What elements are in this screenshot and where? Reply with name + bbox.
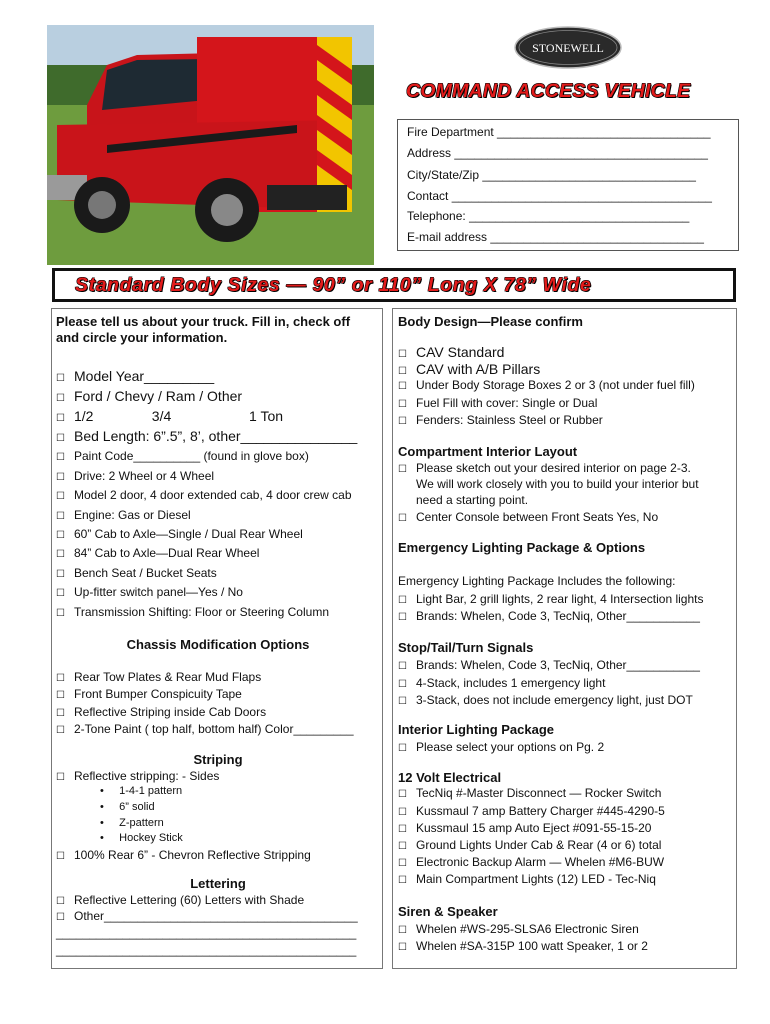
checkbox-icon[interactable]: ☐ [398,875,407,886]
volt-option[interactable]: ☐ Main Compartment Lights (12) LED - Tec-Niq [398,872,656,886]
chassis-option[interactable]: ☐ Rear Tow Plates & Rear Mud Flaps [56,670,262,684]
checkbox-icon[interactable]: ☐ [56,491,65,502]
checkbox-icon[interactable]: ☐ [398,942,407,953]
checkbox-icon[interactable]: ☐ [398,366,407,377]
emergency-option[interactable]: ☐ Brands: Whelen, Code 3, TecNiq, Other___________ [398,609,700,623]
striping-bullet: • 1-4-1 pattern [100,785,183,797]
checkbox-icon[interactable]: ☐ [56,673,65,684]
volt-option[interactable]: ☐ Kussmaul 7 amp Battery Charger #445-4290-5 [398,804,665,818]
striping-bullet: • Hockey Stick [100,832,183,844]
volt-option[interactable]: ☐ Electronic Backup Alarm — Whelen #M6-BUW [398,855,665,869]
checkbox-icon[interactable]: ☐ [398,824,407,835]
siren-option[interactable]: ☐ Whelen #SA-315P 100 watt Speaker, 1 or 2 [398,939,648,953]
striping-heading: Striping [193,752,243,767]
compartment-option-line: need a starting point. [416,493,529,507]
checkbox-icon[interactable]: ☐ [56,588,65,599]
banner-text: Standard Body Sizes — 90” or 110” Long X 78” Wide [75,274,592,296]
checkbox-icon[interactable]: ☐ [398,925,407,936]
volt-option[interactable]: ☐ TecNiq #-Master Disconnect — Rocker Switch [398,786,662,800]
checkbox-icon[interactable]: ☐ [398,789,407,800]
checkbox-icon[interactable]: ☐ [56,725,65,736]
checkbox-icon[interactable]: ☐ [56,433,65,444]
checkbox-icon[interactable]: ☐ [398,349,407,360]
contact-field[interactable]: Contact _______________________________________ [407,189,712,203]
checkbox-icon[interactable]: ☐ [56,511,65,522]
lettering-heading: Lettering [190,876,246,891]
checkbox-icon[interactable]: ☐ [398,399,407,410]
checkbox-icon[interactable]: ☐ [56,413,65,424]
checkbox-icon[interactable]: ☐ [56,472,65,483]
blank-line[interactable]: _____________________________________________ [56,943,357,957]
siren-option[interactable]: ☐ Whelen #WS-295-SLSA6 Electronic Siren [398,922,639,936]
intro-line-2: and circle your information. [56,330,228,345]
checkbox-icon[interactable]: ☐ [398,381,407,392]
body-design-heading: Body Design—Please confirm [398,314,583,329]
fire-department-field[interactable]: Fire Department ________________________________ [407,125,711,139]
truck-option[interactable]: ☐ Bench Seat / Bucket Seats [56,566,217,580]
checkbox-icon[interactable]: ☐ [398,416,407,427]
checkbox-icon[interactable]: ☐ [56,530,65,541]
truck-option[interactable]: ☐ 60” Cab to Axle—Single / Dual Rear Wheel [56,527,303,541]
stop-tail-heading: Stop/Tail/Turn Signals [398,640,534,655]
body-size-banner [52,268,736,302]
checkbox-icon[interactable]: ☐ [398,679,407,690]
checkbox-icon[interactable]: ☐ [56,549,65,560]
truck-option[interactable]: ☐ Model 2 door, 4 door extended cab, 4 door crew cab [56,488,352,502]
truck-option[interactable]: ☐ 84” Cab to Axle—Dual Rear Wheel [56,546,260,560]
stop-tail-option[interactable]: ☐ 4-Stack, includes 1 emergency light [398,676,606,690]
telephone-field[interactable]: Telephone: _________________________________ [407,209,690,223]
compartment-option[interactable]: ☐ Center Console between Front Seats Yes, No [398,510,659,524]
body-option[interactable]: ☐ Fenders: Stainless Steel or Rubber [398,413,603,427]
checkbox-icon[interactable]: ☐ [398,743,407,754]
checkbox-icon[interactable]: ☐ [56,912,65,923]
checkbox-icon[interactable]: ☐ [56,452,65,463]
checkbox-icon[interactable]: ☐ [398,696,407,707]
striping-option[interactable]: ☐ Reflective stripping: - Sides [56,769,220,783]
truck-option[interactable]: ☐ Up-fitter switch panel—Yes / No [56,585,243,599]
chassis-option[interactable]: ☐ Front Bumper Conspicuity Tape [56,687,242,701]
body-design-column [392,308,737,969]
checkbox-icon[interactable]: ☐ [398,807,407,818]
chassis-option[interactable]: ☐ Reflective Striping inside Cab Doors [56,705,267,719]
bed-length-option[interactable]: ☐ Bed Length: 6”.5”, 8’, other_______________ [56,428,358,444]
checkbox-icon[interactable]: ☐ [398,612,407,623]
volt-heading: 12 Volt Electrical [398,770,502,785]
make-option[interactable]: ☐ Ford / Chevy / Ram / Other [56,388,243,404]
stonewell-logo [514,26,622,69]
body-option[interactable]: ☐ CAV Standard [398,344,505,360]
chassis-option[interactable]: ☐ 2-Tone Paint ( top half, bottom half) Color_________ [56,722,354,736]
compartment-option[interactable]: ☐ Please sketch out your desired interior on page 2-3. [398,461,691,475]
checkbox-icon[interactable]: ☐ [56,772,65,783]
body-option[interactable]: ☐ CAV with A/B Pillars [398,361,541,377]
stop-tail-option[interactable]: ☐ 3-Stack, does not include emergency light, just DOT [398,693,693,707]
truck-option[interactable]: ☐ Engine: Gas or Diesel [56,508,191,522]
checkbox-icon[interactable]: ☐ [56,896,65,907]
lettering-option[interactable]: ☐ Other______________________________________ [56,909,358,923]
interior-lighting-option[interactable]: ☐ Please select your options on Pg. 2 [398,740,605,754]
siren-heading: Siren & Speaker [398,904,498,919]
blank-line[interactable]: _____________________________________________ [56,926,357,940]
truck-option[interactable]: ☐ Paint Code__________ (found in glove box) [56,449,309,463]
tonnage-option[interactable]: ☐ 1/2 3/4 1 Ton [56,408,284,424]
email-field[interactable]: E-mail address ________________________________ [407,230,704,244]
checkbox-icon[interactable]: ☐ [56,708,65,719]
emergency-option[interactable]: ☐ Light Bar, 2 grill lights, 2 rear light, 4 Intersection lights [398,592,704,606]
checkbox-icon[interactable]: ☐ [56,851,65,862]
checkbox-icon[interactable]: ☐ [398,661,407,672]
striping-option[interactable]: ☐ 100% Rear 6” - Chevron Reflective Stripping [56,848,311,862]
volt-option[interactable]: ☐ Kussmaul 15 amp Auto Eject #091-55-15-20 [398,821,652,835]
intro-line-1: Please tell us about your truck. Fill in, check off [56,314,351,329]
model-year-option[interactable]: ☐ Model Year_________ [56,368,215,384]
checkbox-icon[interactable]: ☐ [398,464,407,475]
stop-tail-option[interactable]: ☐ Brands: Whelen, Code 3, TecNiq, Other___________ [398,658,700,672]
chassis-heading: Chassis Modification Options [126,637,310,652]
logo-text: STONEWELL [532,41,604,55]
checkbox-icon[interactable]: ☐ [56,373,65,384]
lettering-option[interactable]: ☐ Reflective Lettering (60) Letters with Shade [56,893,305,907]
checkbox-icon[interactable]: ☐ [398,595,407,606]
checkbox-icon[interactable]: ☐ [398,858,407,869]
compartment-option-line: We will work closely with you to build your interior but [416,477,699,491]
page-title: COMMAND ACCESS VEHICLE [406,80,691,102]
address-field[interactable]: Address ______________________________________ [407,146,708,160]
city-state-zip-field[interactable]: City/State/Zip ________________________________ [407,168,696,182]
truck-option[interactable]: ☐ Drive: 2 Wheel or 4 Wheel [56,469,215,483]
emergency-heading: Emergency Lighting Package & Options [398,540,646,555]
compartment-heading: Compartment Interior Layout [398,444,578,459]
checkbox-icon[interactable]: ☐ [398,513,407,524]
striping-bullet: • Z-pattern [100,817,164,829]
truck-option[interactable]: ☐ Transmission Shifting: Floor or Steering Column [56,605,329,619]
interior-lighting-heading: Interior Lighting Package [398,722,555,737]
contact-form [397,119,739,251]
checkbox-icon[interactable]: ☐ [398,841,407,852]
checkbox-icon[interactable]: ☐ [56,569,65,580]
truck-photo [47,25,374,265]
volt-option[interactable]: ☐ Ground Lights Under Cab & Rear (4 or 6) total [398,838,662,852]
body-option[interactable]: ☐ Under Body Storage Boxes 2 or 3 (not under fuel fill) [398,378,695,392]
striping-bullet: • 6” solid [100,801,155,813]
checkbox-icon[interactable]: ☐ [56,608,65,619]
checkbox-icon[interactable]: ☐ [56,393,65,404]
truck-info-column [51,308,383,969]
emergency-intro: Emergency Lighting Package Includes the following: [398,574,676,588]
checkbox-icon[interactable]: ☐ [56,690,65,701]
truck-image [47,25,374,265]
body-option[interactable]: ☐ Fuel Fill with cover: Single or Dual [398,396,598,410]
